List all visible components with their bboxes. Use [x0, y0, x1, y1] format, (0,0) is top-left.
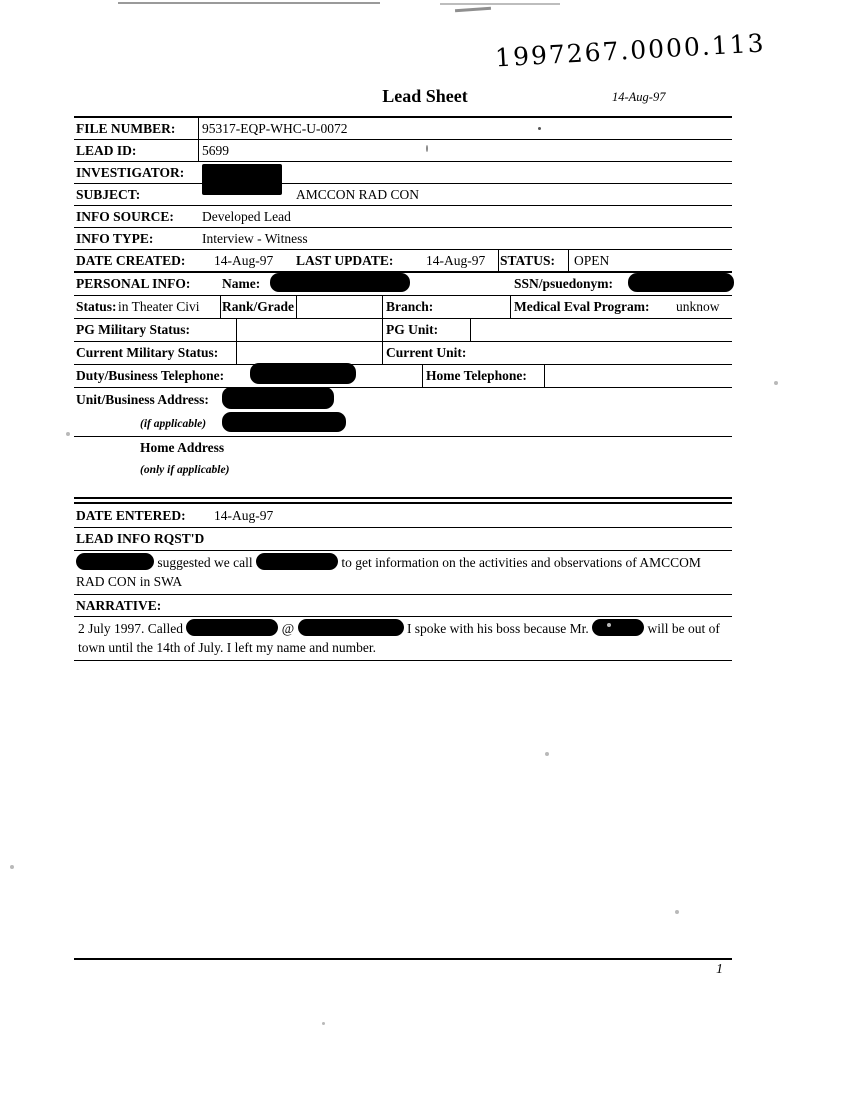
subject-label: SUBJECT: [76, 187, 141, 202]
row-pg-military-status [74, 319, 732, 342]
duty-telephone-label: Duty/Business Telephone: [76, 368, 225, 383]
divider [236, 319, 237, 341]
narrative-text-d: town until the 14th of July. I left my name and number. [78, 640, 376, 655]
divider [382, 342, 383, 364]
redaction-subject [202, 178, 282, 195]
divider [382, 296, 383, 318]
current-military-status-label: Current Military Status: [76, 345, 219, 360]
redaction-duty-telephone [250, 363, 356, 384]
narrative-text-c: will be out of [647, 621, 720, 636]
narrative-label: NARRATIVE: [76, 598, 162, 613]
pg-unit-label: PG Unit: [386, 322, 439, 337]
bates-number: 1997267.0000.113 [494, 28, 767, 73]
redaction-ssn [628, 273, 734, 292]
divider [568, 250, 569, 271]
lower-section [74, 504, 732, 661]
name-label: Name: [222, 276, 261, 291]
file-number-value: 95317-EQP-WHC-U-0072 [202, 121, 348, 136]
row-home-address [74, 437, 732, 459]
page-title: Lead Sheet [382, 86, 468, 106]
lead-info-rqstd-label: LEAD INFO RQST'D [76, 531, 205, 546]
unit-address-note: (if applicable) [140, 418, 207, 430]
speck [538, 127, 541, 130]
row-narrative-label [74, 595, 732, 617]
redaction-unit-address-2 [222, 412, 346, 432]
medical-eval-value: unknow [676, 299, 720, 314]
last-update-value: 14-Aug-97 [426, 253, 486, 268]
divider [510, 296, 511, 318]
info-type-label: INFO TYPE: [76, 231, 154, 246]
form-section-end-rule [74, 481, 732, 499]
speck [607, 623, 611, 627]
file-number-label: FILE NUMBER: [76, 121, 176, 136]
page-number: 1 [716, 962, 723, 977]
row-investigator [74, 162, 732, 184]
row-info-type [74, 228, 732, 250]
row-subject [74, 184, 732, 206]
lead-id-value: 5699 [202, 143, 229, 158]
narrative-at: @ [281, 621, 295, 636]
redaction-unit-address-1 [222, 387, 334, 409]
info-source-label: INFO SOURCE: [76, 209, 174, 224]
divider [422, 365, 423, 387]
last-update-label: LAST UPDATE: [296, 253, 394, 268]
unit-address-label: Unit/Business Address: [76, 392, 209, 407]
row-current-military-status [74, 342, 732, 365]
home-address-label: Home Address [140, 440, 225, 455]
date-created-label: DATE CREATED: [76, 253, 186, 268]
speck [675, 910, 679, 914]
investigator-label: INVESTIGATOR: [76, 165, 185, 180]
rank-grade-label: Rank/Grade [222, 299, 295, 314]
divider [382, 319, 383, 341]
divider [220, 296, 221, 318]
lead-info-text-a: suggested we call [157, 555, 253, 570]
personal-info-label: PERSONAL INFO: [76, 276, 191, 291]
status-theater-value: in Theater Civi [118, 299, 200, 314]
speck [545, 752, 549, 756]
row-lead-info-rqstd [74, 528, 732, 551]
lead-info-text-b: to get information on the activities and observations of AMCCOM [341, 555, 701, 570]
date-entered-value: 14-Aug-97 [214, 508, 274, 523]
info-source-value: Developed Lead [202, 209, 291, 224]
row-date-created [74, 250, 732, 273]
narrative-text-a: 2 July 1997. Called [78, 621, 183, 636]
row-unit-address [74, 388, 732, 412]
divider [498, 250, 499, 271]
subject-value: AMCCON RAD CON [296, 187, 420, 202]
redaction-lead-contact [256, 553, 338, 570]
speck [66, 432, 70, 436]
date-created-value: 14-Aug-97 [214, 253, 274, 268]
divider [296, 296, 297, 318]
speck [774, 381, 778, 385]
divider [236, 342, 237, 364]
lead-sheet-form [74, 116, 732, 661]
ssn-label: SSN/psuedonym: [514, 276, 614, 291]
redaction-narrative-1 [186, 619, 278, 636]
pg-military-status-label: PG Military Status: [76, 322, 190, 337]
redaction-lead-source [76, 553, 154, 570]
narrative-paragraph [74, 617, 732, 661]
redaction-narrative-2 [298, 619, 404, 636]
redaction-name [270, 273, 410, 292]
row-info-source [74, 206, 732, 228]
row-file-number [74, 118, 732, 140]
home-address-note: (only if applicable) [140, 464, 230, 476]
lead-info-paragraph [74, 551, 732, 595]
divider [198, 140, 199, 161]
medical-eval-label: Medical Eval Program: [514, 299, 650, 314]
speck [322, 1022, 325, 1025]
footer-rule [74, 958, 732, 960]
status-label: STATUS: [500, 253, 556, 268]
redaction-narrative-3 [592, 619, 644, 636]
info-type-value: Interview - Witness [202, 231, 308, 246]
row-unit-address-note [74, 412, 732, 437]
row-duty-telephone [74, 365, 732, 388]
divider [198, 118, 199, 139]
row-status-rank [74, 296, 732, 319]
lead-id-label: LEAD ID: [76, 143, 137, 158]
status-theater-label: Status: [76, 299, 117, 314]
status-value: OPEN [574, 253, 610, 268]
divider [544, 365, 545, 387]
home-telephone-label: Home Telephone: [426, 368, 527, 383]
date-entered-label: DATE ENTERED: [76, 508, 186, 523]
current-unit-label: Current Unit: [386, 345, 467, 360]
speck [10, 865, 14, 869]
lead-info-text-c: RAD CON in SWA [76, 574, 183, 589]
row-date-entered [74, 504, 732, 528]
branch-label: Branch: [386, 299, 434, 314]
narrative-text-b: I spoke with his boss because Mr. [406, 621, 589, 636]
divider [470, 319, 471, 341]
header-date: 14-Aug-97 [612, 90, 666, 104]
row-personal-info [74, 273, 732, 296]
row-lead-id [74, 140, 732, 162]
row-home-address-note [74, 459, 732, 481]
speck [426, 145, 428, 152]
